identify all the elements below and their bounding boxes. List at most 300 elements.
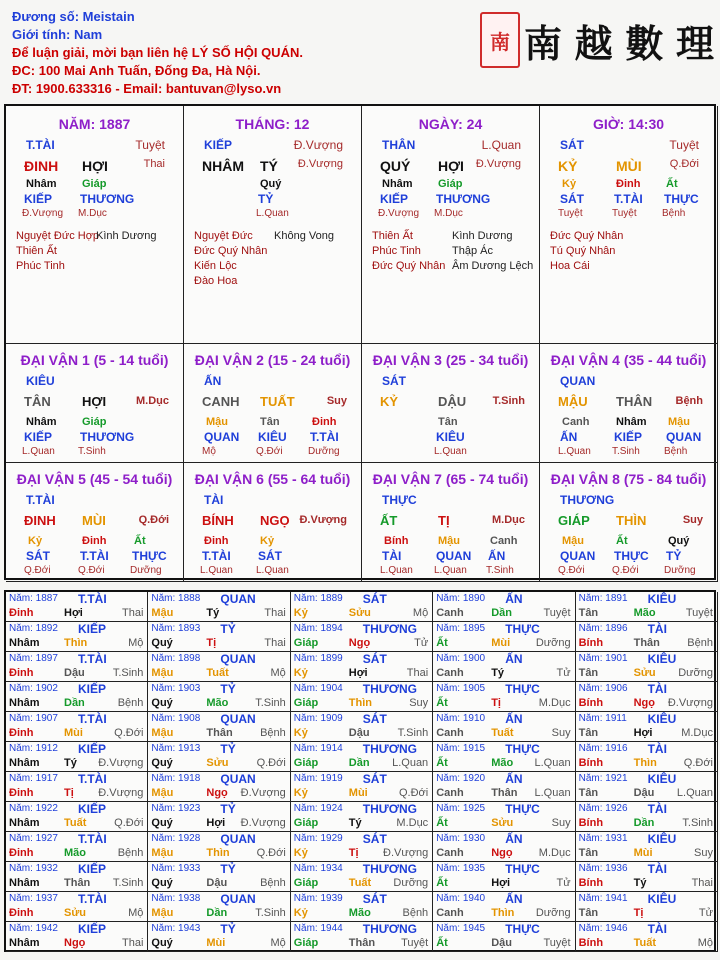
year-cell bbox=[291, 712, 433, 742]
pillar-status: Đ.Vượng bbox=[475, 158, 521, 170]
year-star: THƯƠNG bbox=[362, 802, 417, 816]
year-stem: Giáp bbox=[293, 937, 319, 949]
year-star: TÀI bbox=[647, 622, 667, 636]
pillar-star: THÂN bbox=[382, 138, 416, 152]
year-stem: Ất bbox=[436, 817, 448, 829]
year-label: Năm: 1887 bbox=[9, 593, 58, 604]
year-stem: Nhâm bbox=[9, 937, 40, 949]
dai-van-status: Đ.Vượng bbox=[299, 514, 347, 526]
year-label: Năm: 1936 bbox=[578, 863, 628, 874]
dai-van-cell bbox=[362, 344, 540, 463]
year-label: Năm: 1944 bbox=[293, 923, 343, 934]
dai-van-status: M.Dục bbox=[492, 514, 525, 526]
year-cell bbox=[576, 922, 718, 952]
year-stem: Quý bbox=[151, 937, 173, 949]
year-branch: Dần bbox=[348, 757, 370, 769]
hidden-stem: Kỷ bbox=[28, 535, 43, 547]
year-branch: Mão bbox=[633, 607, 656, 619]
shensha-item: Phúc Tinh bbox=[372, 245, 421, 257]
year-branch: Tý bbox=[348, 817, 362, 829]
pillar-title: THÁNG: 12 bbox=[235, 116, 310, 132]
year-branch: Mùi bbox=[348, 787, 368, 799]
year-label: Năm: 1909 bbox=[293, 713, 343, 724]
hidden-star: ẤN bbox=[488, 549, 506, 563]
year-status: Q.Đới bbox=[114, 817, 144, 829]
year-label: Năm: 1945 bbox=[436, 923, 486, 934]
year-cell bbox=[576, 832, 718, 862]
dai-van-status: Suy bbox=[682, 514, 703, 526]
year-status: L.Quan bbox=[534, 757, 571, 769]
year-cell bbox=[148, 682, 290, 712]
year-label: Năm: 1898 bbox=[151, 653, 201, 664]
shensha-item: Đức Quý Nhân bbox=[194, 245, 268, 257]
year-branch: Thìn bbox=[633, 757, 657, 769]
year-status: Đ.Vượng bbox=[667, 697, 713, 709]
year-star: THƯƠNG bbox=[362, 742, 417, 756]
year-label: Năm: 1918 bbox=[151, 773, 201, 784]
year-stem: Giáp bbox=[293, 637, 319, 649]
year-label: Năm: 1928 bbox=[151, 833, 201, 844]
year-branch: Hợi bbox=[64, 607, 83, 619]
year-cell bbox=[6, 622, 148, 652]
hidden-status: Q.Đới bbox=[78, 565, 105, 576]
year-branch: Hợi bbox=[491, 877, 511, 889]
year-star: THỰC bbox=[505, 682, 540, 696]
year-branch: Tị bbox=[491, 697, 501, 709]
year-status: T.Sinh bbox=[255, 907, 286, 919]
hidden-stem: Tân bbox=[260, 416, 280, 428]
hidden-status: L.Quan bbox=[434, 565, 467, 576]
dai-van-star: SÁT bbox=[382, 374, 406, 388]
shensha-item: Không Vong bbox=[274, 230, 334, 242]
year-cell bbox=[6, 862, 148, 892]
year-branch: Mão bbox=[491, 757, 514, 769]
year-star: TỶ bbox=[220, 682, 236, 696]
hidden-star: TÀI bbox=[382, 549, 402, 563]
year-stem: Canh bbox=[436, 667, 464, 679]
year-stem: Mậu bbox=[151, 607, 174, 619]
year-stem: Đinh bbox=[9, 847, 34, 859]
hidden-stem: Kỷ bbox=[260, 535, 275, 547]
year-stem: Quý bbox=[151, 877, 173, 889]
pillar-stem: KỶ bbox=[558, 158, 578, 174]
year-status: Q.Đới bbox=[256, 847, 286, 859]
year-star: TỶ bbox=[220, 802, 236, 816]
year-cell bbox=[6, 922, 148, 952]
year-status: L.Quan bbox=[534, 787, 571, 799]
year-cell bbox=[291, 922, 433, 952]
year-label: Năm: 1911 bbox=[578, 713, 627, 724]
hidden-stem: Giáp bbox=[82, 416, 107, 428]
dai-van-status: Bệnh bbox=[675, 395, 703, 407]
year-status: Thai bbox=[121, 607, 144, 619]
hidden-star: THỰC bbox=[614, 549, 649, 563]
year-stem: Ất bbox=[436, 937, 448, 949]
year-branch: Ngọ bbox=[206, 787, 228, 799]
year-stem: Tân bbox=[578, 667, 599, 679]
hidden-stem: Mậu bbox=[668, 416, 690, 428]
year-branch: Ngọ bbox=[633, 697, 655, 709]
year-label: Năm: 1919 bbox=[293, 773, 343, 784]
year-cell bbox=[148, 652, 290, 682]
dai-van-stem: ĐINH bbox=[24, 513, 56, 528]
year-cell bbox=[576, 712, 718, 742]
year-cell bbox=[291, 802, 433, 832]
hidden-stem: Quý bbox=[668, 535, 690, 547]
pillar-branch: HỢI bbox=[438, 158, 464, 174]
dai-van-stem: MẬU bbox=[558, 394, 588, 409]
year-label: Năm: 1891 bbox=[578, 593, 628, 604]
year-star: THỰC bbox=[505, 922, 540, 936]
year-branch: Thìn bbox=[206, 847, 230, 859]
year-stem: Nhâm bbox=[9, 757, 40, 769]
dai-van-stem: BÍNH bbox=[202, 513, 234, 528]
phone-email-line: ĐT: 1900.633316 - Email: bantuvan@lyso.vn bbox=[12, 81, 282, 96]
brand-logo bbox=[524, 14, 714, 66]
dai-van-stem: CANH bbox=[202, 394, 240, 409]
hidden-status: Tuyệt bbox=[612, 208, 637, 219]
year-star: KIẾP bbox=[78, 682, 107, 696]
year-branch: Sửu bbox=[206, 757, 229, 769]
year-star: TÀI bbox=[647, 862, 667, 876]
year-status: L.Quan bbox=[676, 787, 713, 799]
year-status: M.Dục bbox=[538, 697, 571, 709]
hidden-status: L.Quan bbox=[256, 565, 289, 576]
hidden-stem: Quý bbox=[260, 178, 282, 190]
hidden-status: L.Quan bbox=[558, 446, 591, 457]
year-status: Tử bbox=[556, 667, 571, 679]
year-label: Năm: 1917 bbox=[9, 773, 58, 784]
year-branch: Tý bbox=[206, 607, 220, 619]
pillar-branch: HỢI bbox=[82, 158, 108, 174]
dai-van-stem: ẤT bbox=[380, 513, 398, 528]
year-cell bbox=[6, 682, 148, 712]
year-label: Năm: 1922 bbox=[9, 803, 58, 814]
year-label: Năm: 1914 bbox=[293, 743, 343, 754]
owner-name: Meistain bbox=[82, 9, 135, 24]
pillar-branch: TÝ bbox=[260, 158, 278, 174]
dai-van-branch: NGỌ bbox=[260, 513, 290, 528]
year-branch: Hợi bbox=[633, 727, 653, 739]
year-status: Bệnh bbox=[687, 637, 713, 649]
year-status: Tử bbox=[698, 907, 713, 919]
year-status: Thai bbox=[264, 607, 286, 619]
year-stem: Mậu bbox=[151, 727, 174, 739]
year-branch: Mùi bbox=[633, 847, 653, 859]
year-label: Năm: 1935 bbox=[436, 863, 486, 874]
year-star: ẤN bbox=[505, 652, 523, 666]
year-label: Năm: 1903 bbox=[151, 683, 201, 694]
dai-van-branch: DẬU bbox=[438, 394, 467, 409]
dai-van-title: ĐẠI VẬN 2 (15 - 24 tuổi) bbox=[194, 352, 351, 368]
year-status: T.Sinh bbox=[682, 817, 713, 829]
year-branch: Tuất bbox=[491, 727, 514, 739]
gender-label: Giới tính: bbox=[12, 27, 74, 42]
year-star: T.TÀI bbox=[78, 892, 107, 906]
year-cell bbox=[433, 622, 575, 652]
dai-van-title: ĐẠI VẬN 6 (55 - 64 tuổi) bbox=[194, 471, 351, 487]
brand-char: 理 bbox=[675, 20, 714, 66]
year-status: L.Quan bbox=[392, 757, 429, 769]
year-star: ẤN bbox=[505, 832, 523, 846]
hidden-status: Mộ bbox=[202, 446, 216, 457]
hidden-stem: Nhâm bbox=[616, 416, 647, 428]
year-stem: Mậu bbox=[151, 907, 174, 919]
pillar-title: GIỜ: 14:30 bbox=[592, 116, 665, 132]
pillar-star: SÁT bbox=[560, 138, 584, 152]
year-branch: Mùi bbox=[491, 637, 511, 649]
year-branch: Ngọ bbox=[491, 847, 513, 859]
shensha-item: Thiên Ất bbox=[372, 230, 413, 242]
year-cell bbox=[576, 892, 718, 922]
dai-van-status: Suy bbox=[326, 395, 347, 407]
year-label: Năm: 1895 bbox=[436, 623, 486, 634]
hidden-status: L.Quan bbox=[200, 565, 233, 576]
dai-van-title: ĐẠI VẬN 5 (45 - 54 tuổi) bbox=[16, 471, 173, 487]
year-branch: Mùi bbox=[206, 937, 226, 949]
year-stem: Bính bbox=[578, 637, 604, 649]
hidden-status: L.Quan bbox=[380, 565, 413, 576]
pillar-star: KIẾP bbox=[204, 138, 233, 152]
year-stem: Mậu bbox=[151, 667, 174, 679]
hidden-status: Dưỡng bbox=[308, 446, 340, 457]
year-status: Đ.Vượng bbox=[98, 757, 144, 769]
year-stem: Bính bbox=[578, 877, 604, 889]
year-cell bbox=[291, 862, 433, 892]
year-label: Năm: 1932 bbox=[9, 863, 58, 874]
year-cell bbox=[576, 772, 718, 802]
year-label: Năm: 1910 bbox=[436, 713, 486, 724]
year-label: Năm: 1937 bbox=[9, 893, 58, 904]
year-label: Năm: 1893 bbox=[151, 623, 201, 634]
hidden-status: Q.Đới bbox=[558, 565, 585, 576]
year-label: Năm: 1927 bbox=[9, 833, 58, 844]
year-stem: Giáp bbox=[293, 877, 319, 889]
pillar-right-status: Tuyệt bbox=[135, 138, 165, 152]
year-star: THỰC bbox=[505, 862, 540, 876]
year-status: Q.Đới bbox=[398, 787, 429, 799]
brand-char: 南 bbox=[524, 20, 563, 66]
hidden-status: T.Sinh bbox=[486, 565, 514, 576]
hidden-status: Q.Đới bbox=[24, 565, 51, 576]
pillar-status: Đ.Vượng bbox=[297, 158, 343, 170]
year-star: QUAN bbox=[220, 592, 256, 606]
year-star: TỶ bbox=[220, 862, 236, 876]
year-stem: Kỷ bbox=[293, 847, 308, 859]
year-stem: Tân bbox=[578, 727, 599, 739]
year-star: KIÊU bbox=[647, 652, 677, 666]
year-status: Đ.Vượng bbox=[98, 787, 144, 799]
pillar-cell bbox=[184, 106, 362, 344]
year-status: Q.Đới bbox=[114, 727, 144, 739]
year-status: Tuyệt bbox=[401, 937, 429, 949]
dai-van-cell bbox=[6, 344, 184, 463]
dai-van-branch: TUẤT bbox=[260, 394, 295, 409]
hidden-star: SÁT bbox=[26, 549, 50, 563]
year-stem: Ất bbox=[436, 877, 448, 889]
dai-van-title: ĐẠI VẬN 8 (75 - 84 tuổi) bbox=[550, 471, 707, 487]
year-label: Năm: 1894 bbox=[293, 623, 343, 634]
dai-van-star: THƯƠNG bbox=[560, 493, 615, 507]
year-status: Thai bbox=[264, 637, 286, 649]
year-star: SÁT bbox=[362, 712, 387, 726]
pillar-right-status: L.Quan bbox=[481, 138, 521, 152]
hidden-stem: Đinh bbox=[82, 535, 107, 547]
year-stem: Canh bbox=[436, 907, 464, 919]
year-status: Dưỡng bbox=[535, 907, 571, 919]
year-star: KIẾP bbox=[78, 922, 107, 936]
year-star: THỰC bbox=[505, 802, 540, 816]
year-cell bbox=[433, 922, 575, 952]
year-branch: Dậu bbox=[491, 937, 512, 949]
year-star: TÀI bbox=[647, 922, 667, 936]
hidden-star: KIÊU bbox=[436, 430, 465, 444]
year-label: Năm: 1939 bbox=[293, 893, 343, 904]
red-seal-logo: 南 bbox=[480, 12, 520, 68]
year-cell bbox=[433, 892, 575, 922]
year-label: Năm: 1892 bbox=[9, 623, 58, 634]
shensha-item: Phúc Tinh bbox=[16, 260, 65, 272]
year-branch: Dần bbox=[633, 817, 655, 829]
year-label: Năm: 1916 bbox=[578, 743, 628, 754]
year-stem: Ất bbox=[436, 697, 448, 709]
year-branch: Tị bbox=[64, 787, 74, 799]
year-cell bbox=[576, 742, 718, 772]
year-cell bbox=[6, 592, 148, 622]
hidden-star: T.TÀI bbox=[202, 549, 231, 563]
pillar-cell bbox=[540, 106, 718, 344]
hidden-status: T.Sinh bbox=[612, 446, 640, 457]
hidden-star: ẤN bbox=[560, 430, 578, 444]
year-label: Năm: 1920 bbox=[436, 773, 486, 784]
year-star: THƯƠNG bbox=[362, 922, 417, 936]
year-cell bbox=[6, 742, 148, 772]
year-stem: Nhâm bbox=[9, 637, 40, 649]
year-star: THỰC bbox=[505, 742, 540, 756]
pillar-stem: ĐINH bbox=[24, 158, 59, 174]
year-label: Năm: 1906 bbox=[578, 683, 628, 694]
year-cell bbox=[148, 772, 290, 802]
year-status: Mộ bbox=[128, 907, 144, 919]
year-label: Năm: 1889 bbox=[293, 593, 343, 604]
year-status: Dưỡng bbox=[535, 637, 571, 649]
year-label: Năm: 1900 bbox=[436, 653, 486, 664]
hidden-status: Đ.Vượng bbox=[378, 208, 420, 219]
year-branch: Dậu bbox=[348, 727, 370, 739]
hidden-stem: Nhâm bbox=[26, 178, 57, 190]
year-branch: Tị bbox=[206, 637, 217, 649]
year-star: KIẾP bbox=[78, 622, 107, 636]
year-branch: Thìn bbox=[64, 637, 88, 649]
year-star: KIÊU bbox=[647, 772, 677, 786]
year-status: Mộ bbox=[412, 607, 429, 619]
year-stem: Tân bbox=[578, 607, 599, 619]
year-cell bbox=[148, 922, 290, 952]
year-stem: Mậu bbox=[151, 847, 174, 859]
year-label: Năm: 1929 bbox=[293, 833, 343, 844]
year-label: Năm: 1905 bbox=[436, 683, 486, 694]
year-label: Năm: 1921 bbox=[578, 773, 628, 784]
hidden-stem: Đinh bbox=[204, 535, 229, 547]
year-star: TỶ bbox=[220, 742, 236, 756]
pillar-status: Thai bbox=[143, 158, 165, 170]
owner-info bbox=[12, 8, 482, 98]
dai-van-branch: TỊ bbox=[438, 513, 450, 528]
year-branch: Thìn bbox=[348, 697, 373, 709]
year-cell bbox=[433, 652, 575, 682]
year-label: Năm: 1907 bbox=[9, 713, 58, 724]
year-stem: Canh bbox=[436, 787, 464, 799]
hidden-star: THỰC bbox=[132, 549, 167, 563]
year-star: ẤN bbox=[505, 592, 523, 606]
year-stem: Giáp bbox=[293, 697, 319, 709]
hidden-stem: Canh bbox=[562, 416, 590, 428]
gender-value: Nam bbox=[73, 27, 103, 42]
year-status: M.Dục bbox=[538, 847, 571, 859]
year-status: Thai bbox=[691, 877, 713, 889]
hidden-stem: Mậu bbox=[206, 416, 228, 428]
pillar-title: NGÀY: 24 bbox=[418, 116, 483, 132]
year-branch: Mão bbox=[64, 847, 86, 859]
dai-van-status: M.Dục bbox=[136, 395, 169, 407]
shensha-item: Kiến Lộc bbox=[194, 260, 237, 272]
year-branch: Dậu bbox=[206, 877, 228, 889]
dai-van-branch: HỢI bbox=[82, 394, 107, 409]
shensha-item: Đức Quý Nhân bbox=[372, 260, 446, 272]
year-branch: Thân bbox=[491, 787, 518, 799]
dai-van-cell bbox=[6, 463, 184, 582]
year-star: QUAN bbox=[220, 652, 256, 666]
hidden-stem: Ất bbox=[666, 178, 678, 190]
year-stem: Bính bbox=[578, 937, 604, 949]
year-stem: Giáp bbox=[293, 757, 319, 769]
year-stem: Đinh bbox=[9, 727, 34, 739]
year-stem: Giáp bbox=[293, 817, 319, 829]
hidden-stem: Mậu bbox=[562, 535, 584, 547]
year-stem: Nhâm bbox=[9, 877, 40, 889]
year-status: Dưỡng bbox=[393, 877, 429, 889]
year-stem: Đinh bbox=[9, 907, 34, 919]
shensha-item: Đào Hoa bbox=[194, 275, 238, 287]
year-branch: Thìn bbox=[491, 907, 515, 919]
year-branch: Hợi bbox=[348, 667, 368, 679]
brand-char: 越 bbox=[574, 20, 613, 66]
year-cell bbox=[433, 592, 575, 622]
chart-grid bbox=[4, 104, 716, 580]
dai-van-cell bbox=[540, 463, 718, 582]
year-stem: Canh bbox=[436, 727, 464, 739]
dai-van-cell bbox=[540, 344, 718, 463]
year-star: QUAN bbox=[220, 832, 256, 846]
pillar-branch: MÙI bbox=[616, 158, 642, 174]
hidden-star: THƯƠNG bbox=[436, 192, 491, 206]
year-branch: Dần bbox=[206, 907, 228, 919]
year-status: Thai bbox=[121, 937, 144, 949]
year-star: T.TÀI bbox=[78, 712, 107, 726]
year-label: Năm: 1938 bbox=[151, 893, 201, 904]
year-star: SÁT bbox=[362, 592, 387, 606]
year-cell bbox=[576, 862, 718, 892]
hidden-status: Q.Đới bbox=[256, 446, 283, 457]
shensha-item: Âm Dương Lệch bbox=[452, 260, 534, 272]
dai-van-branch: THÌN bbox=[616, 513, 647, 528]
year-star: SÁT bbox=[362, 832, 387, 846]
year-label: Năm: 1899 bbox=[293, 653, 343, 664]
year-star: QUAN bbox=[220, 712, 256, 726]
hidden-stem: Đinh bbox=[312, 416, 337, 428]
year-status: Tuyệt bbox=[543, 937, 571, 949]
year-status: Mộ bbox=[270, 937, 286, 949]
